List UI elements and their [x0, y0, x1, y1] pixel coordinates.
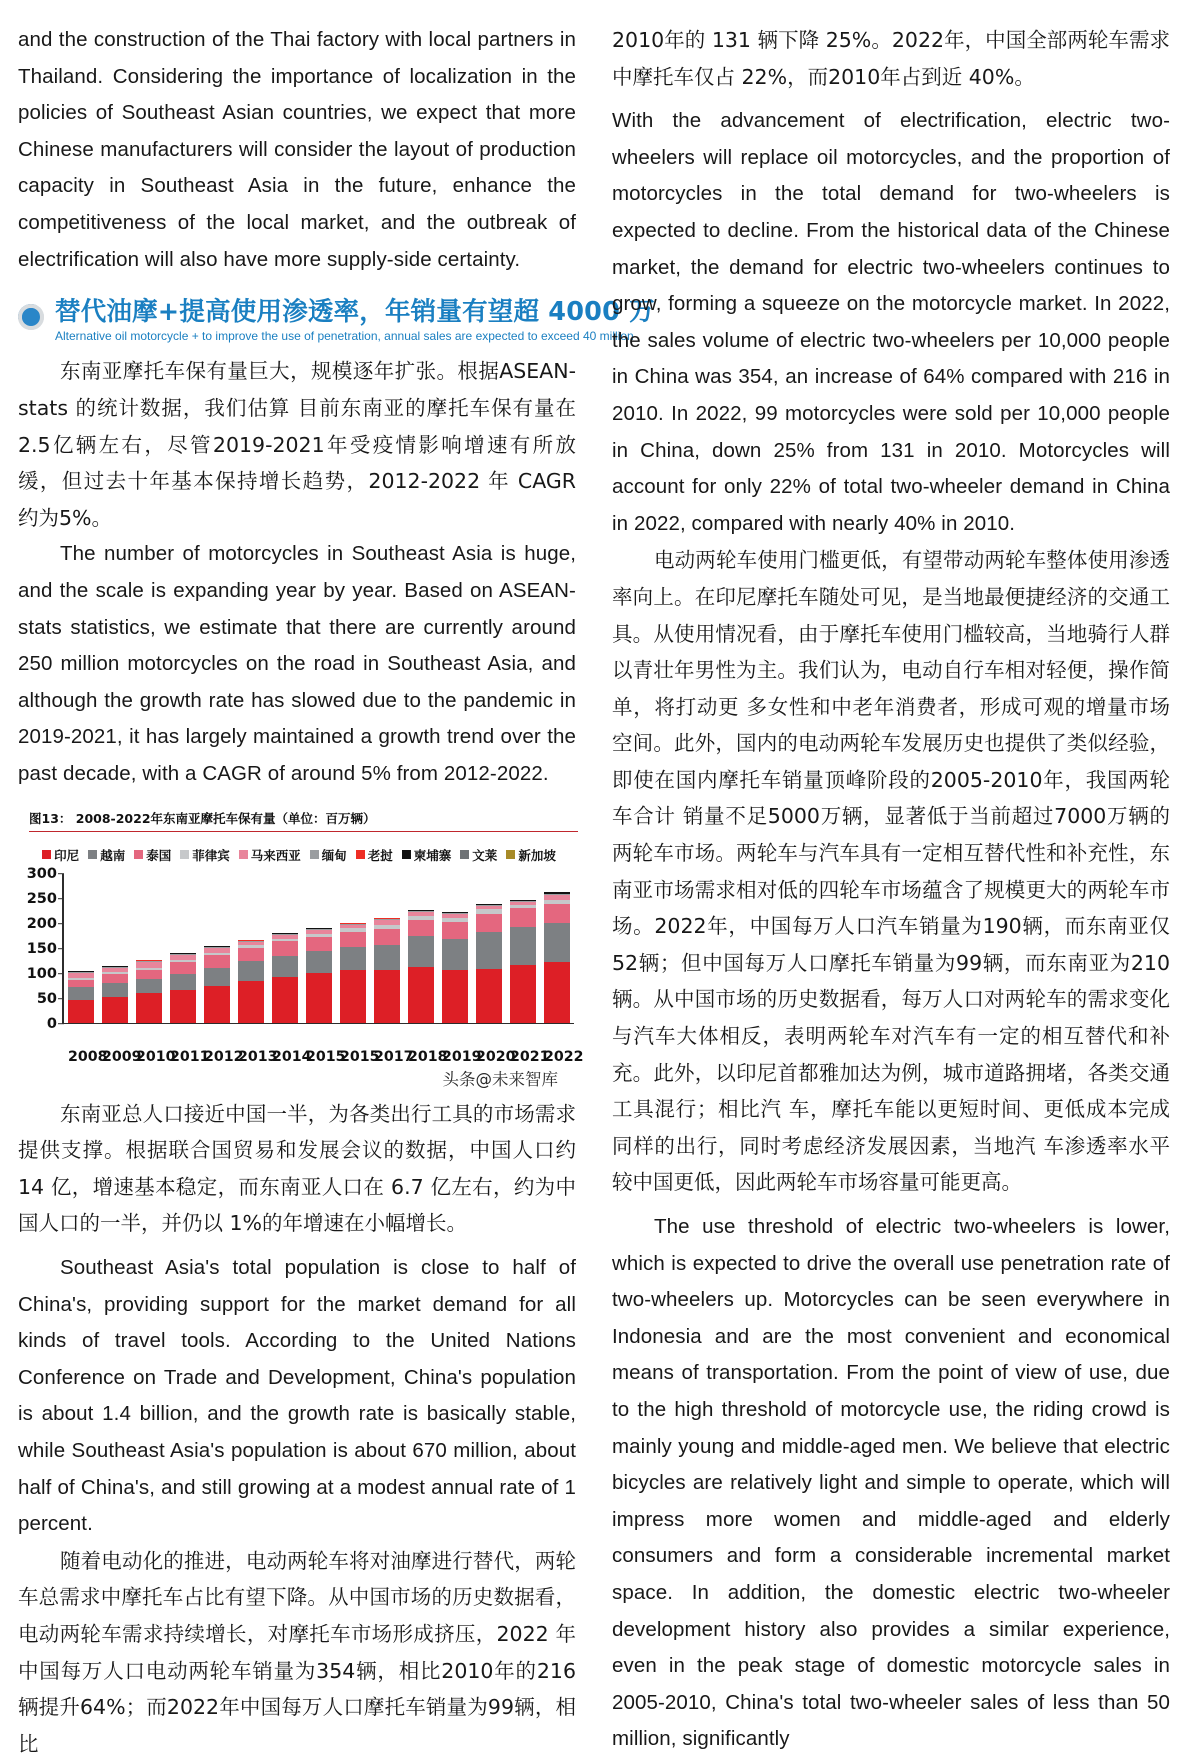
- chart-bar: [238, 873, 264, 1023]
- x-axis-tick-label: 2020: [476, 1049, 502, 1065]
- chart-bar: [306, 873, 332, 1023]
- legend-item: [356, 846, 393, 864]
- bar-segment: [374, 970, 400, 1023]
- legend-item: [310, 846, 347, 864]
- chart-bar: [170, 873, 196, 1023]
- bar-segment: [306, 951, 332, 973]
- legend-label: 越南: [100, 846, 125, 864]
- x-axis-tick-label: 2012: [204, 1049, 230, 1065]
- chart-bar: [476, 873, 502, 1023]
- chart-bar: [408, 873, 434, 1023]
- x-axis-tick-label: 2011: [170, 1049, 196, 1065]
- paragraph-use-threshold-en: The use threshold of electric two-wheelers is lower, which is expected to drive the overall use penetration rate of two-wheelers up. Motorcycles can be seen everywhere in Indonesia and are the most convenient and economical means of transportation. From the point of view of use, due to the high threshold of motorcycle use, the riding crowd is mainly young and middle-aged men. We believe that electric bicycles are relatively light and simple to operate, which will impress more women and middle-aged and elderly consumers and form a considerable incremental market space. In addition, the domestic electric two-wheeler development history also provides a similar experience, even in the peak stage of domestic motorcycle sales in 2005-2010, China's total two-wheeler sales of less than 50 million, significantly: [612, 1209, 1170, 1758]
- bar-segment: [170, 990, 196, 1023]
- legend-item: [134, 846, 171, 864]
- bar-segment: [340, 970, 366, 1023]
- y-axis-tick-label: 50: [37, 991, 57, 1007]
- x-axis-tick-label: 2017: [374, 1049, 400, 1065]
- bar-segment: [136, 979, 162, 994]
- bar-segment: [102, 983, 128, 997]
- y-axis-tick-label: 100: [27, 966, 57, 982]
- chart-y-axis: [24, 874, 64, 1024]
- section-heading: [18, 298, 576, 345]
- right-column: [612, 22, 1170, 1480]
- chart-bar: [510, 873, 536, 1023]
- legend-label: 马来西亚: [251, 846, 301, 864]
- legend-item: [402, 846, 452, 864]
- bar-segment: [510, 965, 536, 1023]
- bar-segment: [340, 932, 366, 948]
- x-axis-tick-label: 2009: [102, 1049, 128, 1065]
- section-heading-zh: 替代油摩+提高使用渗透率，年销量有望超 4000 万: [55, 297, 655, 327]
- y-axis-tick-label: 250: [27, 891, 57, 907]
- bar-segment: [544, 904, 570, 924]
- legend-item: [180, 846, 230, 864]
- legend-swatch-icon: [239, 850, 248, 859]
- x-axis-tick-label: 2014: [272, 1049, 298, 1065]
- bar-segment: [340, 947, 366, 970]
- bar-segment: [204, 955, 230, 968]
- legend-label: 文莱: [472, 846, 497, 864]
- chart-plot-area: [64, 874, 574, 1024]
- bar-segment: [102, 974, 128, 983]
- bar-segment: [238, 948, 264, 961]
- legend-swatch-icon: [42, 850, 51, 859]
- bar-segment: [476, 969, 502, 1023]
- legend-label: 菲律宾: [192, 846, 230, 864]
- legend-item: [42, 846, 79, 864]
- bar-segment: [544, 962, 570, 1023]
- chart-bar: [102, 873, 128, 1023]
- bar-segment: [68, 980, 94, 987]
- chart-bar: [272, 873, 298, 1023]
- bar-segment: [204, 986, 230, 1023]
- y-axis-tick-label: 0: [47, 1016, 57, 1032]
- legend-label: 印尼: [54, 846, 79, 864]
- x-axis-tick-label: 2013: [238, 1049, 264, 1065]
- bar-segment: [170, 974, 196, 990]
- bar-segment: [272, 941, 298, 956]
- bar-segment: [374, 945, 400, 970]
- figure-13: [18, 809, 574, 1090]
- bar-segment: [170, 962, 196, 974]
- legend-item: [506, 846, 556, 864]
- legend-swatch-icon: [134, 850, 143, 859]
- legend-label: 新加坡: [518, 846, 556, 864]
- bar-segment: [476, 932, 502, 969]
- bar-segment: [442, 922, 468, 940]
- chart-bar: [544, 873, 570, 1023]
- legend-label: 柬埔寨: [414, 846, 452, 864]
- bar-segment: [408, 967, 434, 1023]
- legend-item: [239, 846, 301, 864]
- x-axis-tick-label: 2008: [68, 1049, 94, 1065]
- y-axis-tick-label: 150: [27, 941, 57, 957]
- x-axis-tick-label: 2018: [408, 1049, 434, 1065]
- legend-label: 老挝: [368, 846, 393, 864]
- bar-segment: [510, 927, 536, 965]
- chart-bar: [442, 873, 468, 1023]
- left-column: [18, 22, 576, 1480]
- x-axis-tick-label: 2015: [340, 1049, 366, 1065]
- x-axis-tick-label: 2022: [544, 1049, 570, 1065]
- legend-label: 缅甸: [322, 846, 347, 864]
- legend-swatch-icon: [460, 850, 469, 859]
- bar-segment: [544, 923, 570, 962]
- legend-swatch-icon: [180, 850, 189, 859]
- chart-bar: [340, 873, 366, 1023]
- bar-segment: [272, 956, 298, 978]
- bar-segment: [136, 993, 162, 1023]
- bar-segment: [306, 973, 332, 1023]
- legend-item: [88, 846, 125, 864]
- x-axis-tick-label: 2010: [136, 1049, 162, 1065]
- x-axis-tick-label: 2019: [442, 1049, 468, 1065]
- legend-item: [460, 846, 497, 864]
- bar-segment: [68, 1000, 94, 1023]
- legend-swatch-icon: [356, 850, 365, 859]
- bar-segment: [238, 981, 264, 1023]
- paragraph-sea-motorcycle-stock-en: The number of motorcycles in Southeast Asia is huge, and the scale is expanding year by year. Based on ASEAN-stats statistics, we estimate that there are currently around 250 million motorcycles on the road in Southeast Asia, and although the growth rate has slowed due to the pandemic in 2019-2021, it has largely maintained a growth trend over the past decade, with a CAGR of around 5% from 2012-2022.: [18, 536, 576, 792]
- bar-segment: [68, 987, 94, 1001]
- legend-swatch-icon: [310, 850, 319, 859]
- chart-bar: [374, 873, 400, 1023]
- legend-swatch-icon: [402, 850, 411, 859]
- bar-segment: [408, 936, 434, 967]
- chart-legend: [18, 846, 574, 864]
- legend-swatch-icon: [506, 850, 515, 859]
- bar-segment: [102, 997, 128, 1023]
- paragraph-population-zh: 东南亚总人口接近中国一半，为各类出行工具的市场需求提供支撑。根据联合国贸易和发展会议的数据，中国人口约 14 亿，增速基本稳定，而东南亚人口在 6.7 亿左右，约为中国人口的一半，并仍以 1%的年增速在小幅增长。: [18, 1096, 576, 1242]
- bar-segment: [272, 977, 298, 1023]
- figure-title-row: [29, 809, 578, 832]
- bar-segment: [476, 914, 502, 933]
- y-axis-tick-label: 300: [27, 866, 57, 882]
- bar-segment: [442, 970, 468, 1023]
- bar-segment: [408, 920, 434, 937]
- paragraph-sea-motorcycle-stock-zh: 东南亚摩托车保有量巨大，规模逐年扩张。根据ASEAN-stats 的统计数据，我们估算 目前东南亚的摩托车保有量在2.5亿辆左右，尽管2019-2021年受疫情影响增速有所放 缓，但过去十年基本保持增长趋势，2012-2022 年 CAGR 约为5%。: [18, 353, 576, 536]
- chart-bar: [136, 873, 162, 1023]
- bar-segment: [136, 970, 162, 979]
- y-axis-tick-label: 200: [27, 916, 57, 932]
- bar-segment: [306, 937, 332, 952]
- section-heading-en: Alternative oil motorcycle + to improve the use of penetration, annual sales are expected to exceed 40 million: [55, 329, 634, 343]
- chart-plot-wrapper: [18, 874, 574, 1046]
- legend-swatch-icon: [88, 850, 97, 859]
- chart-bar: [204, 873, 230, 1023]
- paragraph-population-en: Southeast Asia's total population is close to half of China's, providing support for the market demand for all kinds of travel tools. According to the United Nations Conference on Trade and Development, China's population is about 1.4 billion, and the growth rate is basically stable, while Southeast Asia's population is about 670 million, about half of China's, and still growing at a modest annual rate of 1 percent.: [18, 1250, 576, 1543]
- paragraph-use-threshold-zh: 电动两轮车使用门槛更低，有望带动两轮车整体使用渗透率向上。在印尼摩托车随处可见，是当地最便捷经济的交通工具。从使用情况看，由于摩托车使用门槛较高，当地骑行人群以青壮年男性为主。我们认为，电动自行车相对轻便，操作简单，将打动更 多女性和中老年消费者，形成可观的增量市场空间。此外，国内的电动两轮车发展历史也提供了类似经验，即使在国内摩托车销量顶峰阶段的2005-2010年，我国两轮车合计 销量不足5000万辆，显著低于当前超过7000万辆的两轮车市场。两轮车与汽车具有一定相互替代性和补充性，东南亚市场需求相对低的四轮车市场蕴含了规模更大的两轮车市场。2022年，中国每万人口汽车销量为190辆，而东南亚仅52辆；但中国每万人口摩托车销量为99辆，而东南亚为210辆。从中国市场的历史数据看，每万人口对两轮车的需求变化与汽车大体相反，表明两轮车对汽车有一定的相互替代和补充。此外，以印尼首都雅加达为例，城市道路拥堵，各类交通工具混行；相比汽 车，摩托车能以更短时间、更低成本完成同样的出行，同时考虑经济发展因素，当地汽 车渗透率水平较中国更低，因此两轮车市场容量可能更高。: [612, 542, 1170, 1201]
- x-axis-tick-label: 2021: [510, 1049, 536, 1065]
- paragraph-thai-factory: and the construction of the Thai factory with local partners in Thailand. Considering the importance of localization in the policies of Southeast Asian countries, we expect that more Chinese manufacturers will consider the layout of production capacity in Southeast Asia in the future, enhance the competitiveness of the local market, and the outbreak of electrification will also have more supply-side certainty.: [18, 22, 576, 278]
- paragraph-electrification-en: With the advancement of electrification, electric two-wheelers will replace oil motorcycles, and the proportion of motorcycles in the total demand for two-wheelers is expected to decline. From the historical data of the Chinese market, the demand for electric two-wheelers continues to grow, forming a squeeze on the motorcycle market. In 2022, the sales volume of electric two-wheelers per 10,000 people in China was 354, an increase of 64% compared with 216 in 2010. In 2022, 99 motorcycles were sold per 10,000 people in China, down 25% from 131 in 2010. Motorcycles will account for only 22% of total two-wheeler demand in China in 2022, compared with nearly 40% in 2010.: [612, 103, 1170, 542]
- bar-segment: [374, 929, 400, 945]
- bar-segment: [238, 961, 264, 981]
- bar-segment: [510, 908, 536, 927]
- x-axis-tick-label: 2015: [306, 1049, 332, 1065]
- chart-x-axis-labels: [64, 1046, 574, 1065]
- chart-bar: [68, 873, 94, 1023]
- blue-circle-bullet-icon: [18, 304, 44, 330]
- figure-watermark: 头条@未来智库: [18, 1066, 574, 1090]
- bar-segment: [204, 968, 230, 986]
- figure-title: 图13： 2008-2022年东南亚摩托车保有量（单位：百万辆）: [29, 811, 376, 826]
- legend-label: 泰国: [146, 846, 171, 864]
- paragraph-electrification-zh: 随着电动化的推进，电动两轮车将对油摩进行替代，两轮车总需求中摩托车占比有望下降。从中国市场的历史数据看，电动两轮车需求持续增长，对摩托车市场形成挤压，2022 年中国每万人口电动两轮车销量为354辆，相比2010年的216辆提升64%；而2022年中国每万人口摩托车销量为99辆，相比: [18, 1543, 576, 1762]
- paragraph-share-decline-zh: 2010年的 131 辆下降 25%。2022年，中国全部两轮车需求中摩托车仅占 22%，而2010年占到近 40%。: [612, 22, 1170, 95]
- bar-segment: [442, 939, 468, 970]
